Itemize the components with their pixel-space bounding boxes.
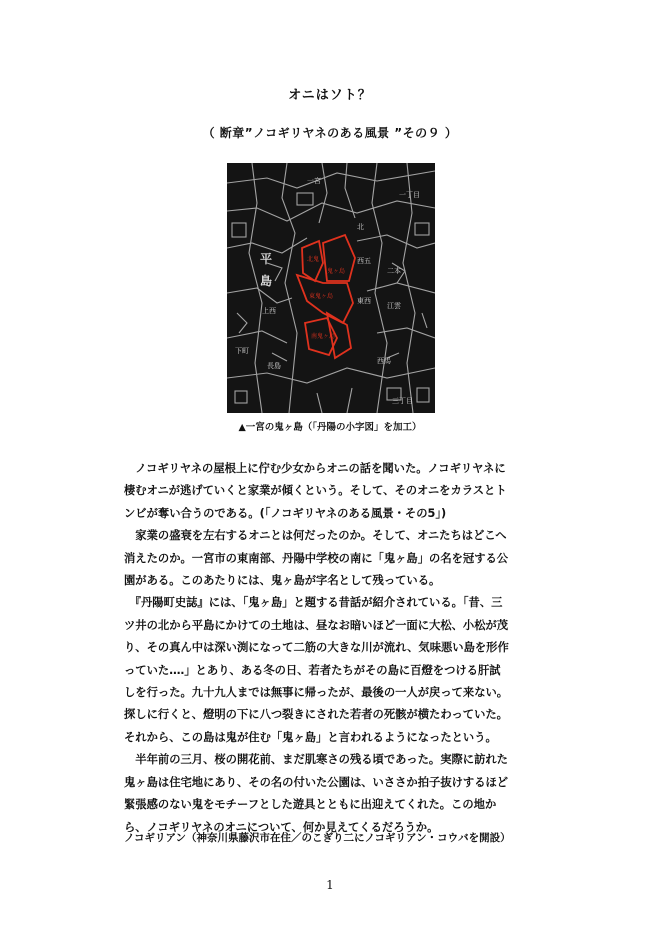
article-body xyxy=(124,458,539,839)
map-label: 南鬼ヶ島 xyxy=(311,333,336,340)
body-line: ンビが奪い合うのである。(「ノコギリヤネのある風景・その5」) xyxy=(124,506,447,520)
map-label: 江雲 xyxy=(387,302,401,310)
map-label: 島 xyxy=(260,274,273,288)
body-line: っていた‥‥」とあり、ある冬の日、若者たちがその島に百燈をつける肝試 xyxy=(124,663,501,677)
body-line: 園がある。このあたりには、鬼ヶ島が字名として残っている。 xyxy=(124,574,441,588)
body-line: 半年前の三月、桜の開花前、まだ肌寒さの残る頃であった。実際に訪れた xyxy=(124,753,508,767)
map-label: 西馬 xyxy=(377,357,391,365)
map-label: 東鬼ヶ島 xyxy=(309,293,334,300)
map-label: 北鬼 xyxy=(307,256,320,263)
map-label: 一宮 xyxy=(307,177,321,185)
author-line: ノコギリアン（神奈川県藤沢市在住／のこぎり二にノコギリアン・コウバを開設） xyxy=(124,832,511,844)
body-line: ら、ノコギリヤネのオニについて、何か見えてくるだろうか。 xyxy=(124,820,439,834)
body-line: しを行った。九十九人までは無事に帰ったが、最後の一人が戻って来ない。 xyxy=(124,686,509,700)
body-line: それから、この島は鬼が住む「鬼ヶ島」と言われるようになったという。 xyxy=(124,730,497,744)
body-line: 『丹陽町史誌』には、「鬼ヶ島」と題する昔話が紹介されている。「昔、三 xyxy=(124,596,503,610)
body-line: 鬼ヶ島は住宅地にあり、その名の付いた公園は、いささか拍子抜けするほど xyxy=(124,775,509,789)
body-line: 緊張感のない鬼をモチーフとした遊具とともに出迎えてくれた。この地か xyxy=(124,798,497,812)
map-label: 上西 xyxy=(262,307,276,315)
figure-caption: ▲一宮の鬼ヶ島（「丹陽の小字図」を加工） xyxy=(238,422,422,433)
map-label: 鬼ヶ島 xyxy=(327,268,346,275)
body-line: ツ井の北から平島にかけての土地は、昼なお暗いほど一面に大松、小松が茂 xyxy=(124,618,509,632)
map-label: 二本 xyxy=(387,267,401,275)
map-label: 西五 xyxy=(357,257,371,265)
map-label: 一丁目 xyxy=(399,191,420,199)
page-subtitle: （ 断章”ノコギリヤネのある風景 ”その９ ） xyxy=(202,126,458,140)
map-label: 下町 xyxy=(235,347,249,355)
body-line: 探しに行くと、燈明の下に八つ裂きにされた若者の死骸が横たわっていた。 xyxy=(124,708,508,722)
body-line: 家業の盛衰を左右するオニとは何だったのか。そして、オニたちはどこへ xyxy=(124,529,507,543)
map-label: 平 xyxy=(260,252,273,266)
map-label: 北 xyxy=(357,223,364,231)
district-map xyxy=(227,163,435,413)
map-figure xyxy=(227,163,435,413)
body-line: ノコギリヤネの屋根上に佇む少女からオニの話を聞いた。ノコギリヤネに xyxy=(124,462,506,475)
body-line: 棲むオニが逃げていくと家業が傾くという。そして、そのオニをカラスとト xyxy=(124,484,507,498)
map-label: 東西 xyxy=(357,297,371,305)
body-line: 消えたのか。一宮市の東南部、丹陽中学校の南に「鬼ヶ島」の名を冠する公 xyxy=(124,551,509,565)
body-line: り、その真ん中は深い渕になって二筋の大きな川が流れ、気味悪い島を形作 xyxy=(124,641,509,655)
map-label: 三丁目 xyxy=(392,397,413,405)
map-label: 長島 xyxy=(267,362,281,370)
page-number: 1 xyxy=(326,878,334,892)
page-title: オニはソト？ xyxy=(288,88,372,103)
